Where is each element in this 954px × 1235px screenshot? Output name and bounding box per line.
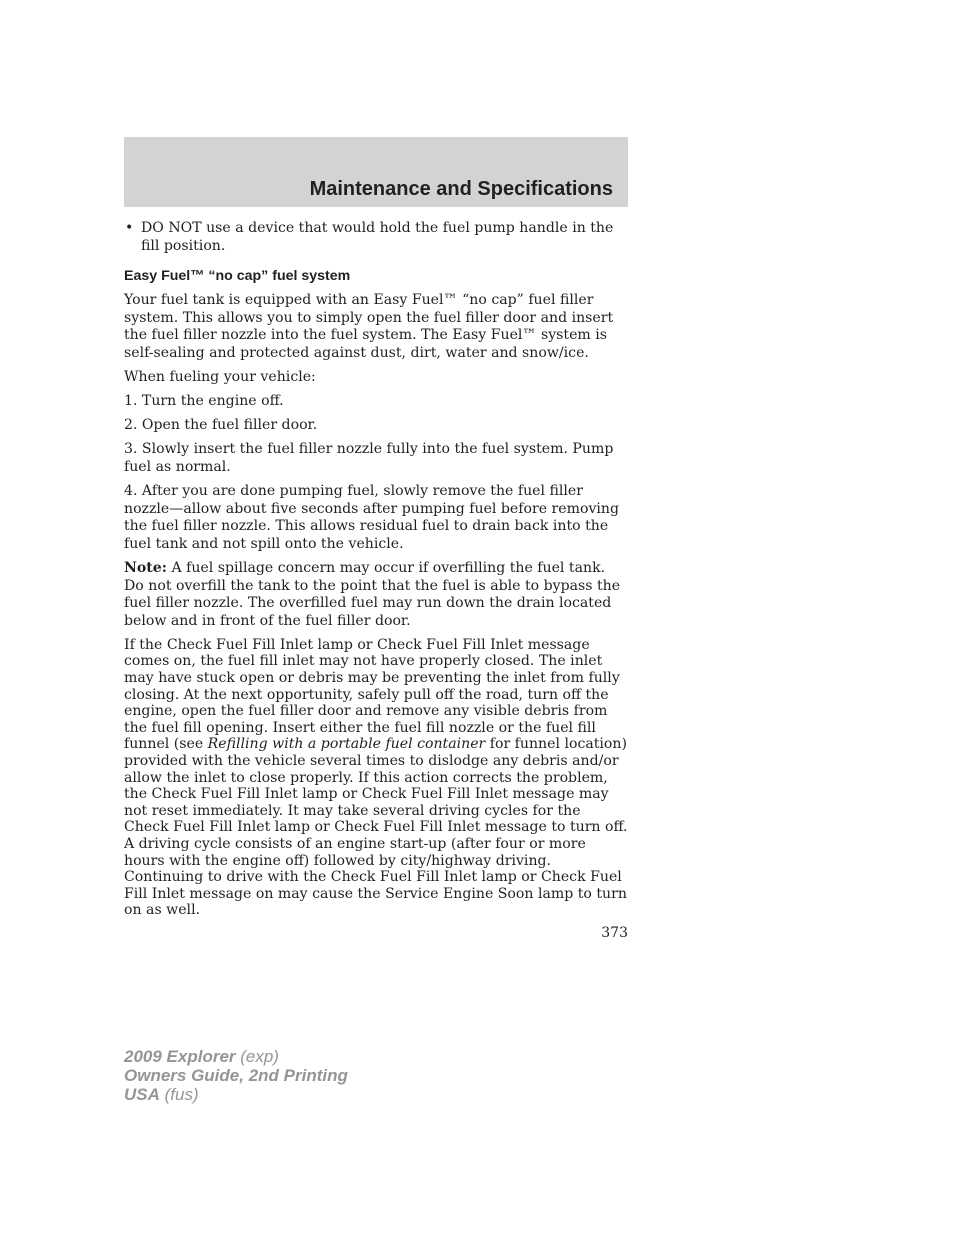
- check-fuel-inlet-paragraph: [124, 637, 628, 919]
- page-number: 373: [601, 925, 628, 941]
- check-text-part2: for funnel location) provided with the vehicle several times to dislodge any debris and/or allow the inlet to close properly. If this action corrects the problem, the Check Fuel Fill Inlet lamp or Check Fuel Fill Inlet message may not reset immediately. It may take several driving cycles for the Check Fuel Fill Inlet lamp or Check Fuel Fill Inlet message to turn off. A driving cycle consists of an engine start-up (after four or more hours with the engine off) followed by city/highway driving. Continuing to drive with the Check Fuel Fill Inlet lamp or Check Fuel Fill Inlet message on may cause the Service Engine Soon lamp to turn on as well.: [124, 736, 628, 919]
- footer-model-code: (exp): [235, 1047, 279, 1066]
- note-text: A fuel spillage concern may occur if overfilling the fuel tank. Do not overfill the tank to the point that the fuel is able to bypass the fuel filler nozzle. The overfilled fuel may run down the drain located below and in front of the fuel filler door.: [124, 559, 621, 629]
- cross-reference: Refilling with a portable fuel container: [207, 736, 486, 753]
- footer-line-3: [124, 1085, 348, 1104]
- step-3: 3. Slowly insert the fuel filler nozzle fully into the fuel system. Pump fuel as normal.: [124, 441, 614, 475]
- footer-model: 2009 Explorer: [124, 1047, 236, 1066]
- check-text-part1: If the Check Fuel Fill Inlet lamp or Check Fuel Fill Inlet message comes on, the fuel fill inlet may not have properly closed. The inlet may have stuck open or debris may be preventing the inlet from fully closing. At the next opportunity, safely pull off the road, turn off the engine, open the fuel filler door and remove any visible debris from the fuel fill opening. Insert either the fuel fill nozzle or the fuel fill funnel (see: [124, 636, 620, 753]
- section-heading: Easy Fuel™ “no cap” fuel system: [124, 268, 351, 285]
- note-paragraph: [124, 560, 628, 630]
- footer-line-2: [124, 1066, 348, 1085]
- footer-market: USA: [124, 1085, 160, 1104]
- intro-paragraph: Your fuel tank is equipped with an Easy Fuel™ “no cap” fuel filler system. This allows you to simply open the fuel filler door and insert the fuel filler nozzle into the fuel system. The Easy Fuel™ system is self-sealing and protected against dust, dirt, water and snow/ice.: [124, 292, 614, 361]
- page-body: [124, 220, 628, 925]
- section-header-band: [124, 137, 628, 207]
- section-title: Maintenance and Specifications: [309, 178, 613, 200]
- footer-market-code: (fus): [159, 1085, 199, 1104]
- fueling-lead-in: When fueling your vehicle:: [124, 369, 316, 386]
- list-item: [124, 220, 628, 255]
- step-4: 4. After you are done pumping fuel, slowly remove the fuel filler nozzle—allow about five seconds after pumping fuel before removing the fuel filler nozzle. This allows residual fuel to drain back into the fuel tank and not spill onto the vehicle.: [124, 483, 620, 552]
- note-label: Note:: [124, 559, 167, 576]
- step-1: 1. Turn the engine off.: [124, 393, 284, 410]
- document-footer: [124, 1047, 348, 1104]
- bullet-icon: •: [125, 220, 134, 236]
- footer-edition: Owners Guide, 2nd Printing: [124, 1066, 348, 1085]
- footer-line-1: [124, 1047, 348, 1066]
- step-2: 2. Open the fuel filler door.: [124, 417, 318, 434]
- bullet-text: DO NOT use a device that would hold the fuel pump handle in the fill position.: [141, 220, 614, 254]
